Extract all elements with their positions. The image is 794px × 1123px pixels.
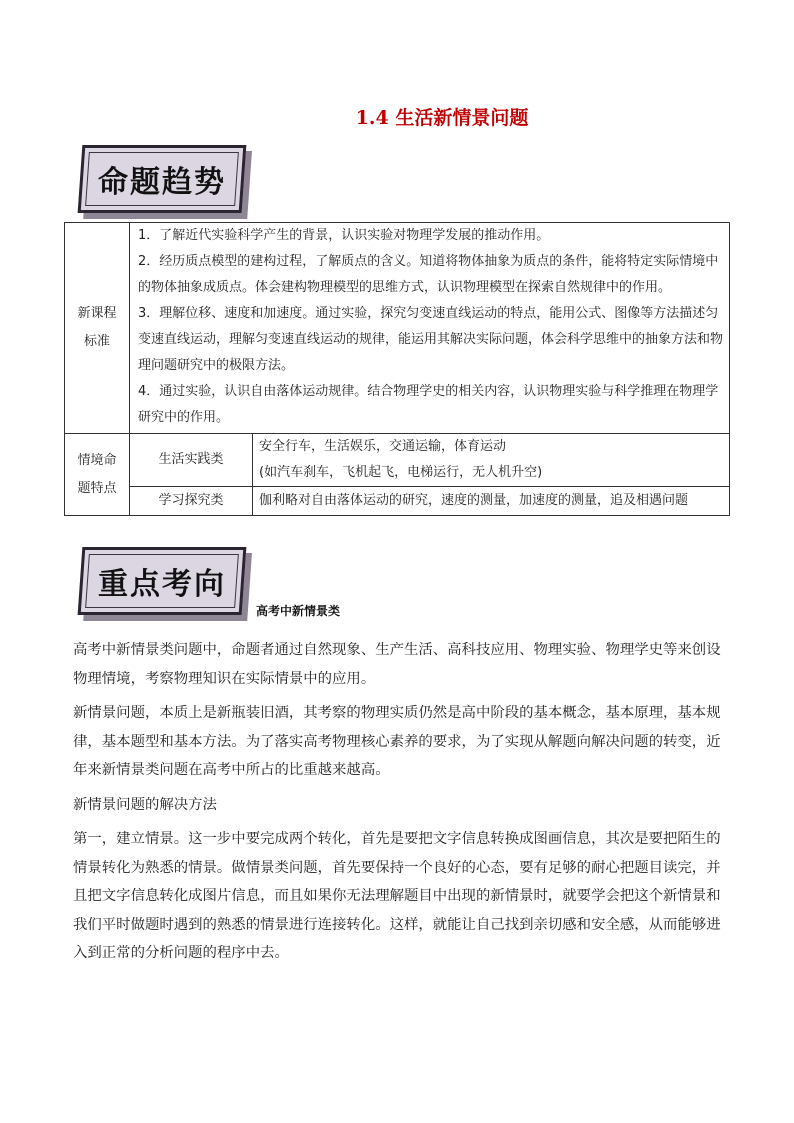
banner-focus	[78, 547, 247, 615]
curriculum-item: 2．经历质点模型的建构过程，了解质点的含义。知道将物体抽象为质点的条件，能将特定实际情境中的物体抽象成质点。体会建构物理模型的思维方式，认识物理模型在探索自然规律中的作用。	[138, 254, 719, 295]
paragraph: 新情景问题的解决方法	[73, 796, 217, 813]
paragraph: 新情景问题，本质上是新瓶装旧酒，其考察的物理实质仍然是高中阶段的基本概念，基本原理，基本规律，基本题型和基本方法。为了落实高考物理核心素养的要求，为了实现从解题向解决问题的转变，近年来新情景类问题在高考中所占的比重越来越高。	[73, 705, 721, 778]
paragraph: 高考中新情景类问题中，命题者通过自然现象、生产生活、高科技应用、物理实验、物理学史等来创设物理情境，考察物理知识在实际情景中的应用。	[73, 642, 721, 687]
section-heading: 高考中新情景类	[256, 604, 341, 618]
category-cell: 学习探究类	[130, 487, 253, 516]
table-row	[65, 487, 730, 516]
context-header: 情境命题特点	[65, 434, 130, 516]
banner-trend	[78, 145, 247, 213]
description-cell	[253, 434, 730, 487]
paragraph: 第一，建立情景。这一步中要完成两个转化，首先是要把文字信息转换成图画信息，其次是要把陌生的情景转化为熟悉的情景。做情景类问题，首先要保持一个良好的心态，要有足够的耐心把题目读完，并且把文字信息转化成图片信息，而且如果你无法理解题目中出现的新情景时，就要学会把这个新情景和我们平时做题时遇到的熟悉的情景进行连接转化。这样，就能让自己找到亲切感和安全感，从而能够进入到正常的分析问题的程序中去。	[73, 831, 721, 961]
description-line: (如汽车刹车，飞机起飞，电梯运行，无人机升空)	[259, 465, 543, 480]
curriculum-item: 1．了解近代实验科学产生的背景，认识实验对物理学发展的推动作用。	[138, 228, 550, 243]
table-row	[65, 434, 730, 487]
description-line: 安全行车，生活娱乐，交通运输，体育运动	[259, 439, 507, 454]
curriculum-header: 新课程标准	[65, 223, 130, 434]
description-line: 伽利略对自由落体运动的研究，速度的测量，加速度的测量，追及相遇问题	[259, 493, 689, 508]
curriculum-table	[64, 222, 730, 516]
body-text	[73, 636, 723, 968]
description-cell	[253, 487, 730, 516]
banner-trend-label: 命题趋势	[98, 165, 226, 200]
curriculum-item: 3．理解位移、速度和加速度。通过实验，探究匀变速直线运动的特点，能用公式、图像等方法描述匀变速直线运动，理解匀变速直线运动的规律，能运用其解决实际问题，体会科学思维中的抽象方法和物理问题研究中的极限方法。	[138, 306, 724, 373]
table-row	[65, 223, 730, 434]
page-title: 1.4 生活新情景问题	[355, 107, 529, 129]
curriculum-standards	[130, 223, 730, 434]
curriculum-item: 4．通过实验，认识自由落体运动规律。结合物理学史的相关内容，认识物理实验与科学推理在物理学研究中的作用。	[138, 384, 719, 425]
banner-focus-label: 重点考向	[98, 567, 226, 602]
category-cell: 生活实践类	[130, 434, 253, 487]
